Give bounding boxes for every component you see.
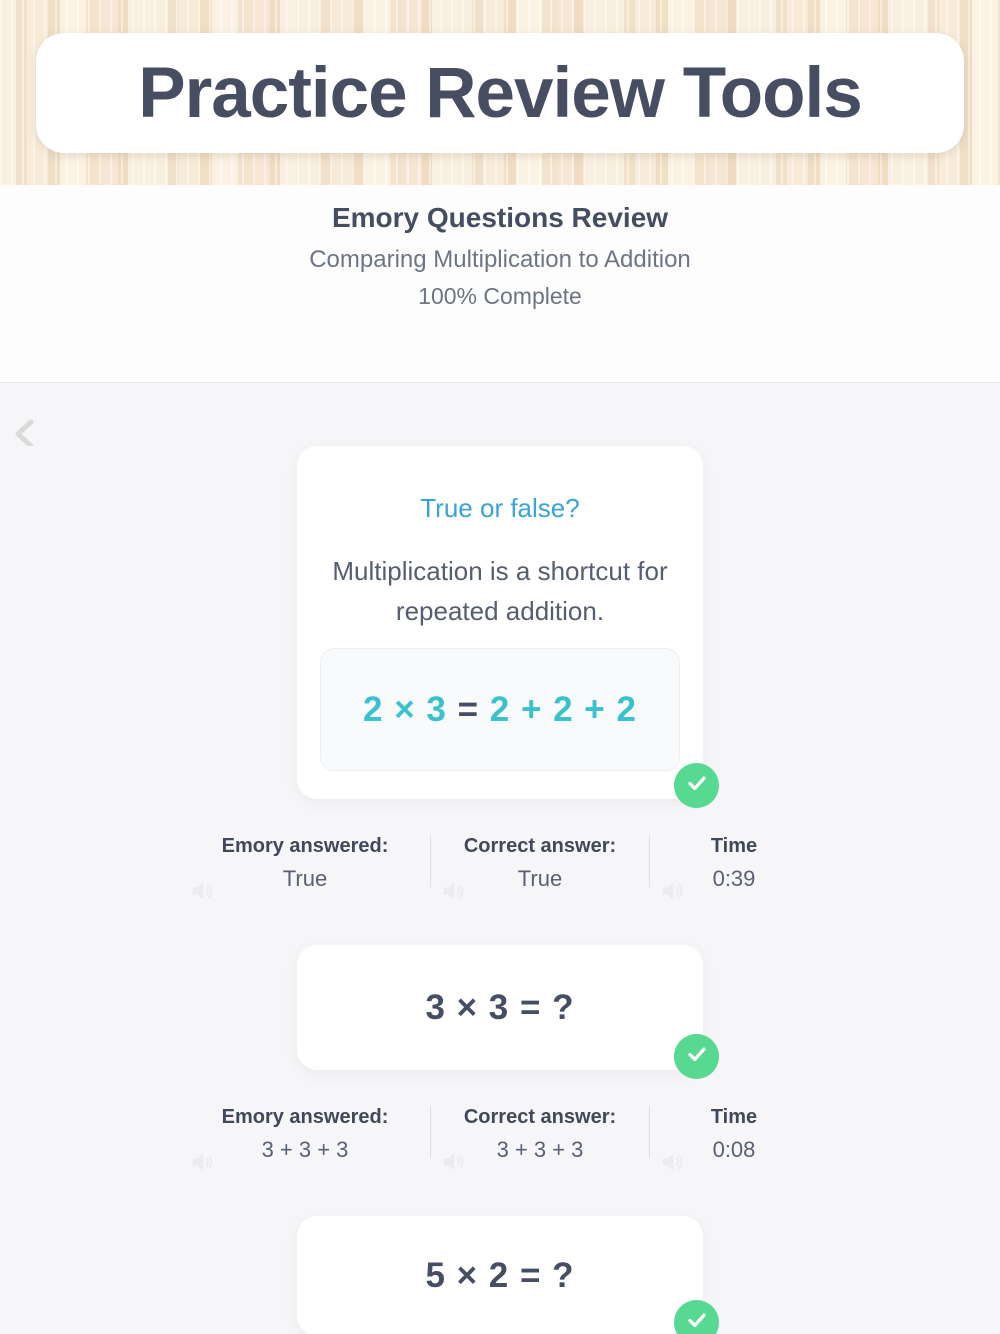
review-title: Emory Questions Review	[331, 202, 669, 233]
check-icon	[684, 1307, 710, 1334]
app-title: Practice Review Tools	[138, 53, 862, 133]
review-header	[0, 185, 1000, 383]
time-label: Time	[710, 835, 758, 857]
time-column	[650, 1104, 818, 1163]
audio-icon[interactable]	[658, 1148, 686, 1176]
correct-check-badge	[674, 1034, 719, 1079]
time-column	[650, 833, 818, 892]
audio-icon[interactable]	[188, 1148, 216, 1176]
correct-label: Correct answer:	[463, 835, 617, 857]
app-title-card	[36, 33, 964, 153]
equation-part: 2 + 2 + 2	[489, 689, 637, 729]
equation: 3 × 3 = ?	[425, 987, 575, 1027]
equation-part: 2 × 3	[363, 689, 458, 729]
correct-value: True	[517, 866, 563, 891]
answered-value: True	[282, 866, 328, 891]
answer-row	[180, 833, 820, 892]
answered-value: 3 + 3 + 3	[261, 1137, 349, 1162]
audio-icon[interactable]	[188, 877, 216, 905]
answer-row	[180, 1104, 820, 1163]
wood-banner	[0, 0, 1000, 185]
correct-check-badge	[674, 763, 719, 808]
equation: 5 × 2 = ?	[425, 1256, 575, 1295]
correct-value: 3 + 3 + 3	[496, 1137, 584, 1162]
answered-label: Emory answered:	[221, 835, 389, 857]
review-progress: 100% Complete	[418, 283, 582, 309]
correct-label: Correct answer:	[463, 1106, 617, 1128]
review-subtitle: Comparing Multiplication to Addition	[309, 246, 691, 273]
question-card-2	[297, 945, 703, 1070]
audio-icon[interactable]	[658, 877, 686, 905]
correct-check-badge	[674, 1300, 719, 1334]
correct-column	[431, 1104, 649, 1163]
equation-part: =	[457, 689, 490, 729]
question-text: Multiplication is a shortcut for repeated addition.	[332, 556, 668, 626]
answered-label: Emory answered:	[221, 1106, 389, 1128]
equation	[363, 690, 637, 730]
question-prompt: True or false?	[420, 493, 580, 523]
audio-icon[interactable]	[439, 1148, 467, 1176]
equation-box	[320, 648, 680, 771]
audio-icon[interactable]	[439, 877, 467, 905]
review-list	[0, 446, 1000, 1334]
correct-column	[431, 833, 649, 892]
time-value: 0:39	[712, 866, 756, 891]
time-label: Time	[710, 1106, 758, 1128]
answered-column	[180, 833, 430, 892]
check-icon	[684, 770, 710, 801]
time-value: 0:08	[712, 1137, 756, 1162]
question-card-1	[297, 446, 703, 799]
question-card-3	[297, 1216, 703, 1334]
answered-column	[180, 1104, 430, 1163]
check-icon	[684, 1041, 710, 1072]
